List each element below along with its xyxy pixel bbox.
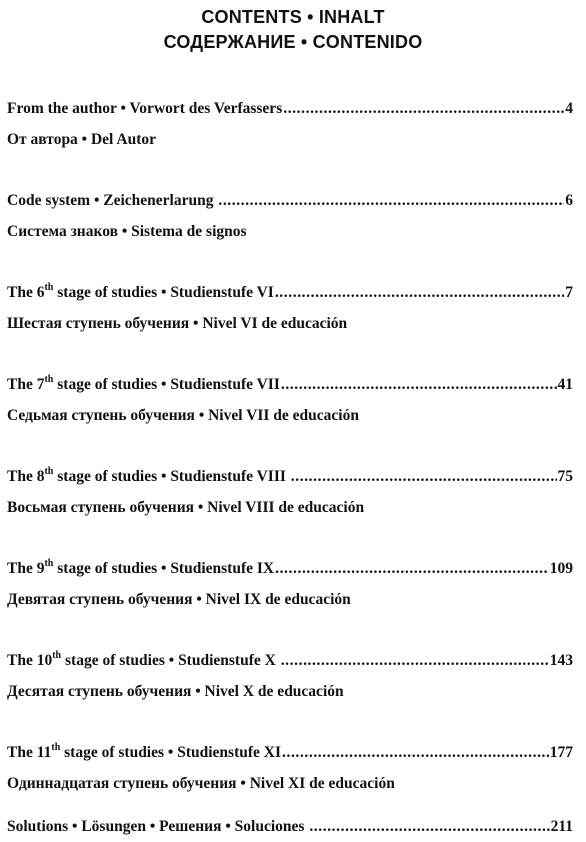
toc-entry-title (7, 375, 280, 395)
toc-entry-stage-7[interactable] (7, 375, 573, 426)
dot-leader (275, 283, 564, 303)
ordinal-superscript: th (44, 465, 54, 477)
ordinal-superscript: th (44, 281, 54, 293)
toc-entry-stage-10[interactable] (7, 651, 573, 702)
toc-page-number: 4 (565, 100, 573, 117)
toc-page-number: 6 (565, 192, 573, 209)
toc-page-number: 211 (550, 818, 573, 835)
toc-entry-from-the-author[interactable] (7, 99, 573, 150)
toc-entry-title (7, 467, 290, 487)
dot-leader (275, 559, 549, 579)
toc-entry-line (7, 467, 573, 487)
toc-entry-solutions[interactable] (7, 817, 573, 837)
toc-entry-line (7, 743, 573, 763)
toc-entry-title: Code system • Zeichenerlarung (7, 192, 218, 209)
toc-entry-line (7, 651, 573, 671)
toc-entry-subtitle: Система знаков • Sistema de signos (7, 223, 247, 240)
toc-entry-code-system[interactable] (7, 191, 573, 242)
toc-title-suffix: stage of studies • Studienstufe VI (53, 284, 274, 301)
toc-entry-subtitle: Седьмая ступень обучения • Nivel VII de educación (7, 407, 359, 424)
toc-title-prefix: The 10 (7, 652, 53, 669)
dot-leader (283, 99, 564, 119)
toc-entry-subtitle: Восьмая ступень обучения • Nivel VIII de educación (7, 499, 365, 516)
toc-entry-title (7, 651, 280, 671)
dot-leader (291, 467, 557, 487)
toc-entry-subtitle: Шестая ступень обучения • Nivel VI de educación (7, 315, 348, 332)
toc-title-prefix: The 7 (7, 376, 45, 393)
toc-entry-title (7, 283, 274, 303)
toc-entry-title: From the author • Vorwort des Verfassers (7, 100, 283, 117)
dot-leader (281, 651, 549, 671)
ordinal-superscript: th (51, 741, 61, 753)
toc-page-number: 75 (557, 468, 573, 485)
toc-entry-line (7, 559, 573, 579)
dot-leader (281, 375, 557, 395)
toc-entry-subtitle: Десятая ступень обучения • Nivel X de educación (7, 683, 344, 700)
toc-entry-line (7, 283, 573, 303)
toc-title-prefix: The 11 (7, 744, 52, 761)
toc-entry-line (7, 817, 573, 837)
toc-entry-subtitle: От автора • Del Autor (7, 131, 156, 148)
toc-entry-line (7, 99, 573, 119)
dot-leader (218, 191, 564, 211)
toc-title-suffix: stage of studies • Studienstufe VIII (53, 468, 290, 485)
dot-leader (309, 817, 549, 837)
toc-entry-stage-6[interactable] (7, 283, 573, 334)
toc-page-number: 7 (565, 284, 573, 301)
toc-page-number: 109 (549, 560, 573, 577)
toc-entry-title (7, 559, 274, 579)
toc-page-number: 143 (549, 652, 573, 669)
toc-entry-line (7, 191, 573, 211)
toc-entry-title: Solutions • Lösungen • Решения • Soluciones (7, 818, 309, 835)
toc-entry-title (7, 743, 281, 763)
contents-title-line-1: CONTENTS • INHALT (201, 7, 385, 27)
toc-entry-line (7, 375, 573, 395)
toc-title-suffix: stage of studies • Studienstufe XI (60, 744, 281, 761)
ordinal-superscript: th (44, 557, 54, 569)
dot-leader (282, 743, 549, 763)
toc-title-prefix: The 9 (7, 560, 45, 577)
toc-entry-stage-8[interactable] (7, 467, 573, 518)
toc-title-suffix: stage of studies • Studienstufe VII (53, 376, 280, 393)
toc-title-suffix: stage of studies • Studienstufe X (61, 652, 280, 669)
toc-page-number: 41 (557, 376, 573, 393)
toc-entry-subtitle: Одиннадцатая ступень обучения • Nivel XI de educación (7, 775, 395, 792)
toc-title-prefix: The 6 (7, 284, 45, 301)
toc-title-suffix: stage of studies • Studienstufe IX (53, 560, 275, 577)
contents-title-line-2: СОДЕРЖАНИЕ • CONTENIDO (163, 32, 423, 52)
ordinal-superscript: th (44, 373, 54, 385)
toc-entry-stage-9[interactable] (7, 559, 573, 610)
ordinal-superscript: th (52, 649, 62, 661)
toc-entry-subtitle: Девятая ступень обучения • Nivel IX de educación (7, 591, 351, 608)
toc-page-number: 177 (549, 744, 573, 761)
toc-title-prefix: The 8 (7, 468, 45, 485)
toc-entry-stage-11[interactable] (7, 743, 573, 794)
